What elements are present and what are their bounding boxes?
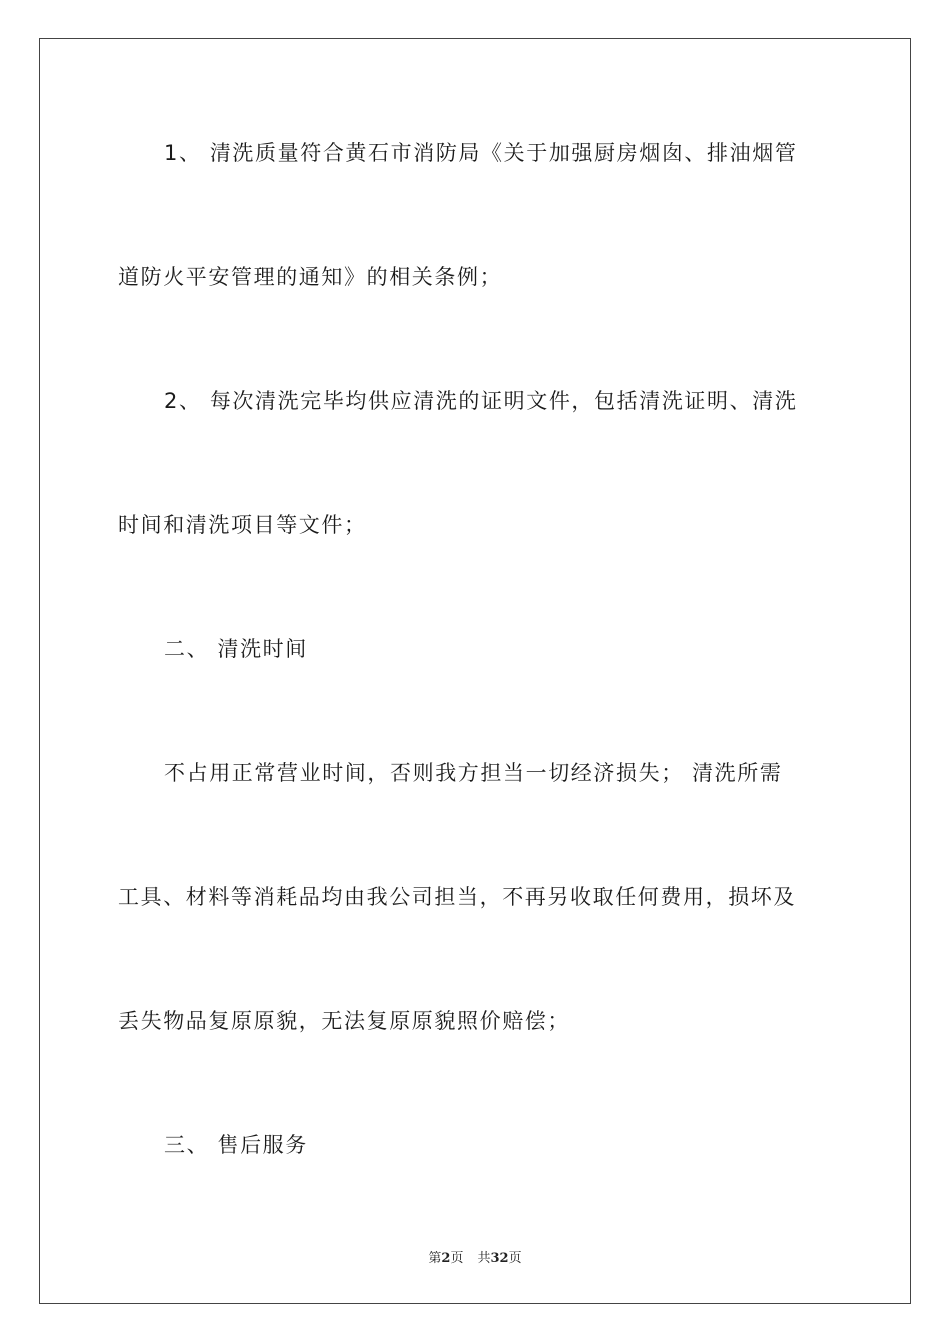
paragraph-line: 2、 每次清洗完毕均供应清洗的证明文件，包括清洗证明、清洗 [164,389,798,413]
paragraph-line: 丢失物品复原原貌，无法复原原貌照价赔偿； [118,1009,570,1033]
total-pages: 32 [490,1251,509,1266]
page-prefix: 第 [428,1251,442,1266]
paragraph-line: 道防火平安管理的通知》的相关条例； [118,265,503,289]
paragraph-line: 不占用正常营业时间，否则我方担当一切经济损失； 清洗所需 [164,761,783,785]
page-footer [0,1247,950,1266]
page-border [39,38,911,1304]
section-heading: 三、 售后服务 [164,1133,308,1157]
paragraph-line: 时间和清洗项目等文件； [118,513,367,537]
paragraph-line: 1、 清洗质量符合黄石市消防局《关于加强厨房烟囱、排油烟管 [164,141,798,165]
page-number: 2 [441,1251,451,1266]
total-prefix: 共 [477,1251,491,1266]
total-suffix: 页 [508,1251,522,1266]
paragraph-line: 工具、材料等消耗品均由我公司担当，不再另收取任何费用，损坏及 [118,885,796,909]
page-suffix: 页 [450,1251,464,1266]
section-heading: 二、 清洗时间 [164,637,308,661]
